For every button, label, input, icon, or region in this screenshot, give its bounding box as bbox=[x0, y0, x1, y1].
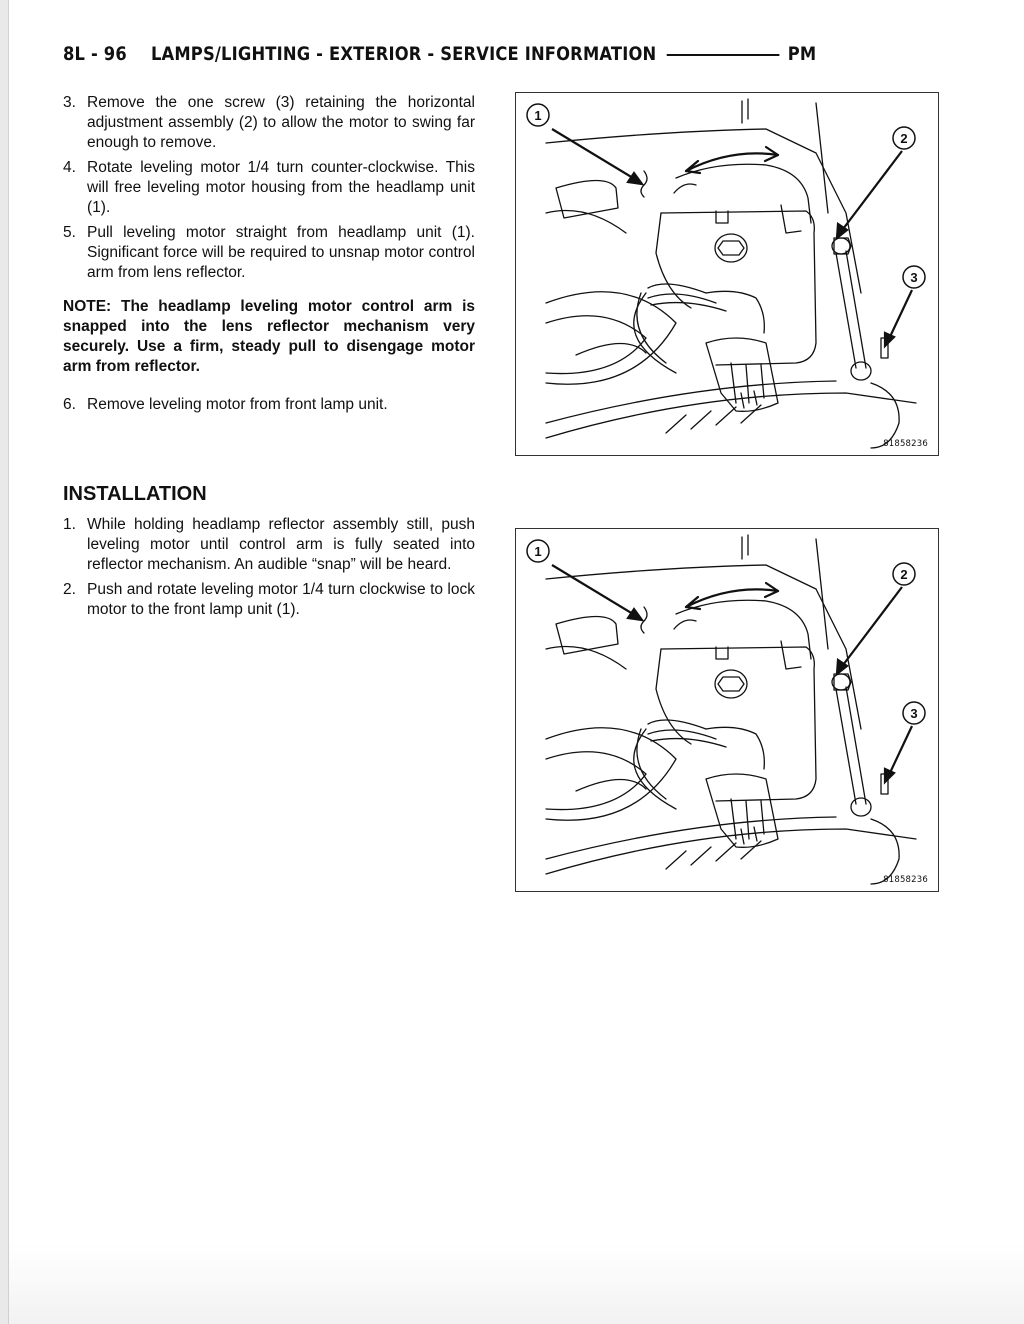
removal-step-5 bbox=[63, 223, 475, 283]
svg-text:3: 3 bbox=[910, 270, 918, 285]
step-number: 5. bbox=[63, 224, 76, 241]
callout-2 bbox=[893, 127, 915, 149]
page-header bbox=[63, 40, 816, 68]
svg-text:2: 2 bbox=[900, 567, 908, 582]
section-title: LAMPS/LIGHTING - EXTERIOR - SERVICE INFORMATION bbox=[150, 43, 657, 65]
leveling-motor-figure-installation bbox=[515, 528, 939, 892]
svg-text:2: 2 bbox=[900, 131, 908, 146]
installation-step-2 bbox=[63, 580, 475, 620]
leveling-motor-illustration bbox=[516, 93, 938, 455]
step-text: Pull leveling motor straight from headlamp unit (1). Significant force will be required to unsnap motor control arm from lens reflector. bbox=[87, 224, 475, 281]
step-number: 2. bbox=[63, 581, 76, 598]
installation-step-1 bbox=[63, 515, 475, 575]
step-text: Remove leveling motor from front lamp unit. bbox=[87, 396, 388, 413]
figure-id: 81858236 bbox=[883, 439, 928, 449]
step-text: Remove the one screw (3) retaining the horizontal adjustment assembly (2) to allow the motor to swing far enough to remove. bbox=[87, 94, 475, 151]
svg-text:1: 1 bbox=[534, 544, 542, 559]
page-edge-shade bbox=[9, 1244, 1024, 1324]
step-text: Push and rotate leveling motor 1/4 turn clockwise to lock motor to the front lamp unit (1). bbox=[87, 581, 475, 618]
callout-1 bbox=[527, 104, 549, 126]
callout-3 bbox=[903, 702, 925, 724]
step-number: 4. bbox=[63, 159, 76, 176]
svg-text:3: 3 bbox=[910, 706, 918, 721]
callout-2 bbox=[893, 563, 915, 585]
step-number: 1. bbox=[63, 516, 76, 533]
figure-id: 81858236 bbox=[883, 875, 928, 885]
installation-procedure bbox=[63, 515, 475, 625]
section-code: 8L - 96 bbox=[63, 43, 127, 65]
model-code: PM bbox=[787, 43, 817, 65]
step-text: Rotate leveling motor 1/4 turn counter-clockwise. This will free leveling motor housing from the headlamp unit (1). bbox=[87, 159, 475, 216]
manual-page bbox=[8, 0, 1024, 1324]
step-number: 6. bbox=[63, 396, 76, 413]
caution-note: NOTE: The headlamp leveling motor control arm is snapped into the lens reflector mechanism very securely. Use a firm, steady pull to disengage motor arm from reflector. bbox=[63, 298, 475, 375]
leveling-motor-figure-removal bbox=[515, 92, 939, 456]
removal-step-3 bbox=[63, 93, 475, 153]
removal-step-4 bbox=[63, 158, 475, 218]
svg-text:1: 1 bbox=[534, 108, 542, 123]
callout-1 bbox=[527, 540, 549, 562]
header-rule bbox=[667, 54, 779, 56]
callout-3 bbox=[903, 266, 925, 288]
removal-final-step bbox=[63, 395, 475, 415]
removal-procedure bbox=[63, 93, 475, 420]
removal-step-6 bbox=[63, 395, 475, 415]
installation-heading: INSTALLATION bbox=[63, 483, 207, 505]
step-text: While holding headlamp reflector assembly still, push leveling motor until control arm is fully seated into reflector mechanism. An audible “snap” will be heard. bbox=[87, 516, 475, 573]
installation-steps bbox=[63, 515, 475, 620]
leveling-motor-illustration bbox=[516, 529, 938, 891]
step-number: 3. bbox=[63, 94, 76, 111]
removal-steps bbox=[63, 93, 475, 283]
